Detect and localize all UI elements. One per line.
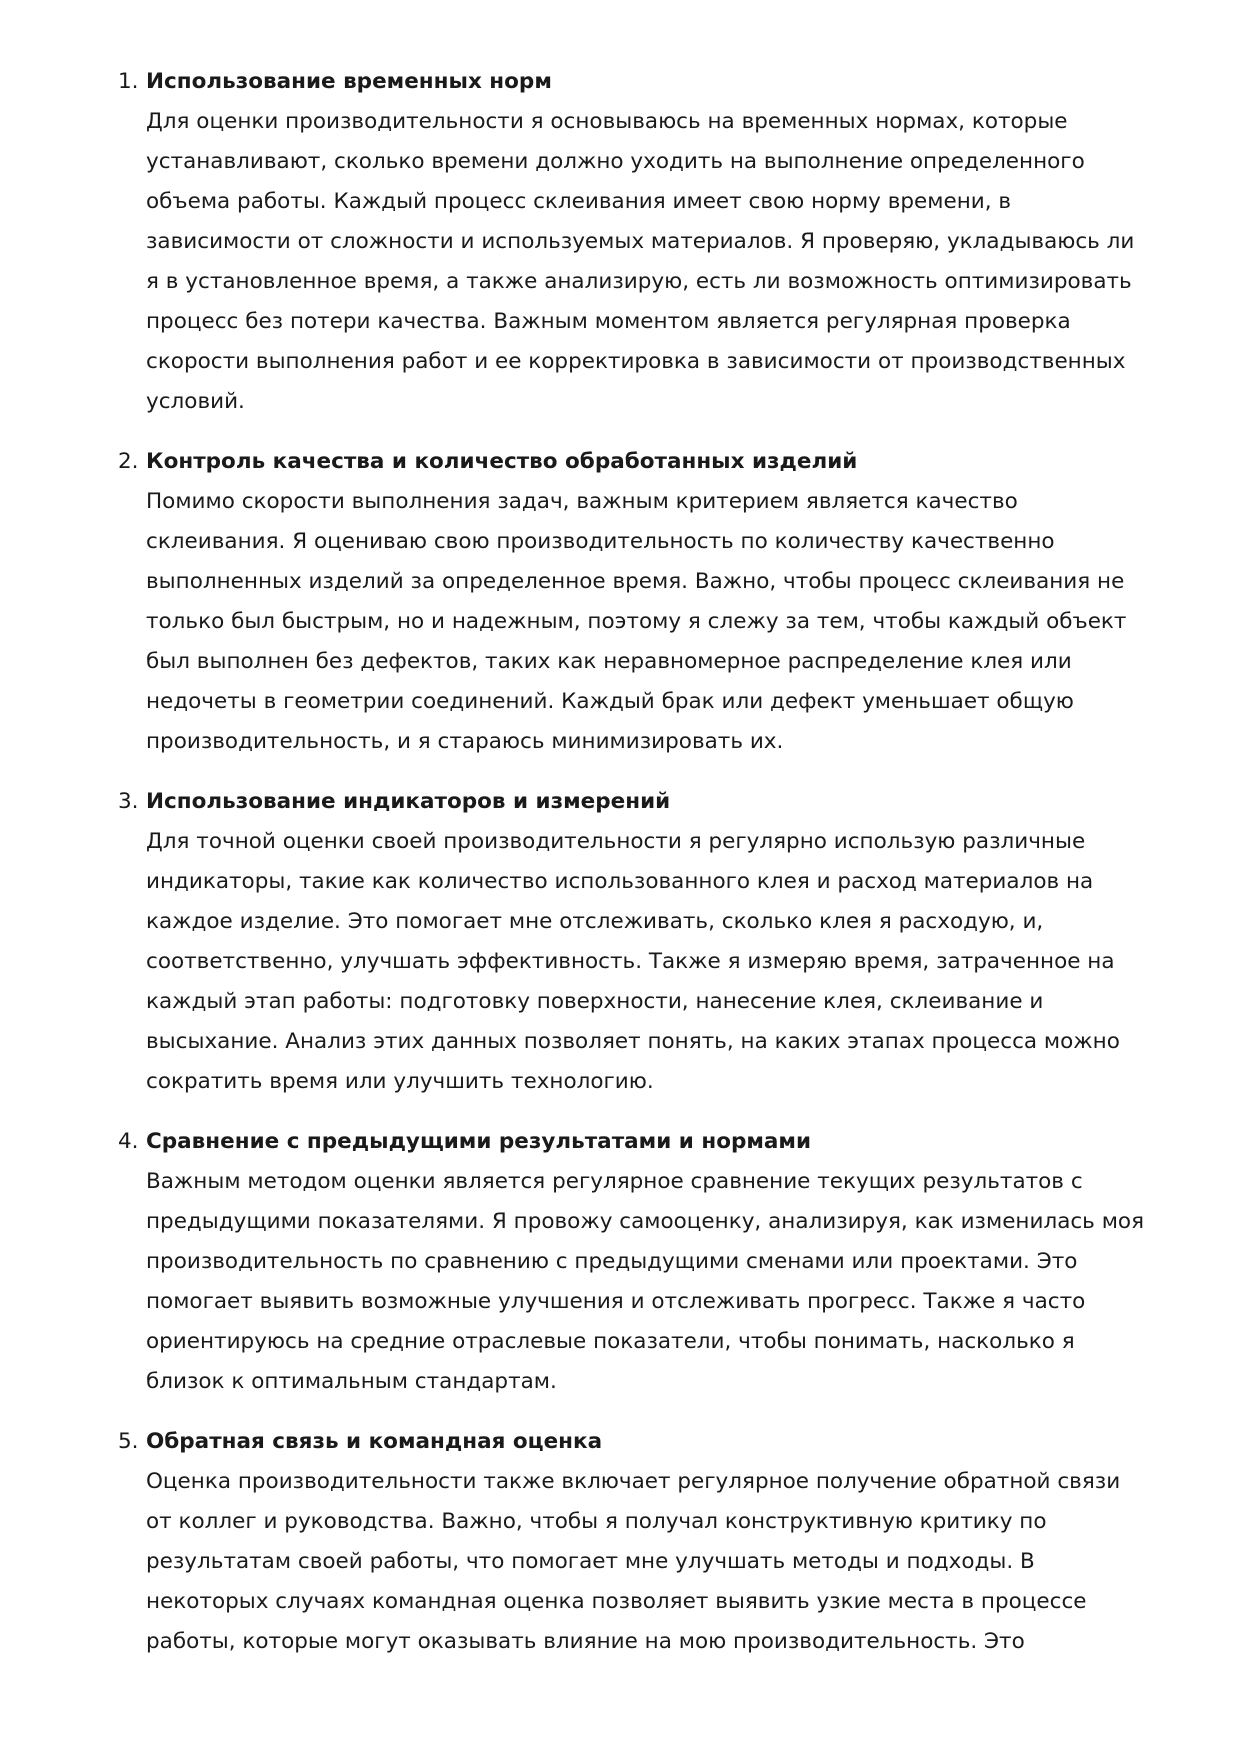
paragraph-line: некоторых случаях командная оценка позволяет выявить узкие места в процессе (146, 1589, 1087, 1614)
paragraph-line: производительность, и я стараюсь минимизировать их. (146, 729, 784, 754)
numbered-list (118, 62, 1158, 1682)
paragraph-line: производительность по сравнению с предыдущими сменами или проектами. Это (146, 1249, 1078, 1274)
list-item (118, 62, 1158, 422)
item-number: 1. (118, 69, 139, 94)
item-number: 3. (118, 789, 139, 814)
paragraph-line: предыдущими показателями. Я провожу самооценку, анализируя, как изменилась моя (146, 1209, 1144, 1234)
paragraph-line: результатам своей работы, что помогает мне улучшать методы и подходы. В (146, 1549, 1035, 1574)
item-title: Использование индикаторов и измерений (146, 789, 671, 814)
paragraph-line: помогает выявить возможные улучшения и отслеживать прогресс. Также я часто (146, 1289, 1086, 1314)
paragraph-line: зависимости от сложности и используемых материалов. Я проверяю, укладываюсь ли (146, 229, 1135, 254)
item-title: Обратная связь и командная оценка (146, 1429, 603, 1454)
paragraph-line: Оценка производительности также включает регулярное получение обратной связи (146, 1469, 1121, 1494)
paragraph-line: объема работы. Каждый процесс склеивания имеет свою норму времени, в (146, 189, 1012, 214)
item-number: 2. (118, 449, 139, 474)
paragraph-line: сократить время или улучшить технологию. (146, 1069, 654, 1094)
item-number: 5. (118, 1429, 139, 1454)
paragraph-line: индикаторы, такие как количество использованного клея и расход материалов на (146, 869, 1094, 894)
paragraph-line: ориентируюсь на средние отраслевые показатели, чтобы понимать, насколько я (146, 1329, 1075, 1354)
list-item (118, 1122, 1158, 1402)
paragraph-line: склеивания. Я оцениваю свою производительность по количеству качественно (146, 529, 1055, 554)
list-item (118, 442, 1158, 762)
paragraph-line: процесс без потери качества. Важным моментом является регулярная проверка (146, 309, 1071, 334)
item-number: 4. (118, 1129, 139, 1154)
paragraph-line: скорости выполнения работ и ее корректировка в зависимости от производственных (146, 349, 1126, 374)
paragraph-line: Помимо скорости выполнения задач, важным критерием является качество (146, 489, 1018, 514)
paragraph-line: каждый этап работы: подготовку поверхности, нанесение клея, склеивание и (146, 989, 1044, 1014)
paragraph-line: Важным методом оценки является регулярное сравнение текущих результатов с (146, 1169, 1083, 1194)
paragraph-line: Для точной оценки своей производительности я регулярно использую различные (146, 829, 1086, 854)
paragraph-line: высыхание. Анализ этих данных позволяет понять, на каких этапах процесса можно (146, 1029, 1120, 1054)
paragraph-line: условий. (146, 389, 245, 414)
paragraph-line: я в установленное время, а также анализирую, есть ли возможность оптимизировать (146, 269, 1132, 294)
paragraph-line: только был быстрым, но и надежным, поэтому я слежу за тем, чтобы каждый объект (146, 609, 1127, 634)
paragraph-line: устанавливают, сколько времени должно уходить на выполнение определенного (146, 149, 1085, 174)
paragraph-line: работы, которые могут оказывать влияние на мою производительность. Это (146, 1629, 1025, 1654)
list-item (118, 782, 1158, 1102)
item-title: Сравнение с предыдущими результатами и нормами (146, 1129, 812, 1154)
list-item (118, 1422, 1158, 1662)
paragraph-line: был выполнен без дефектов, таких как неравномерное распределение клея или (146, 649, 1072, 674)
paragraph-line: от коллег и руководства. Важно, чтобы я получал конструктивную критику по (146, 1509, 1047, 1534)
paragraph-line: каждое изделие. Это помогает мне отслеживать, сколько клея я расходую, и, (146, 909, 1044, 934)
item-title: Контроль качества и количество обработанных изделий (146, 449, 858, 474)
paragraph-line: близок к оптимальным стандартам. (146, 1369, 557, 1394)
paragraph-line: соответственно, улучшать эффективность. Также я измеряю время, затраченное на (146, 949, 1115, 974)
paragraph-line: Для оценки производительности я основываюсь на временных нормах, которые (146, 109, 1068, 134)
item-title: Использование временных норм (146, 69, 552, 94)
paragraph-line: выполненных изделий за определенное время. Важно, чтобы процесс склеивания не (146, 569, 1125, 594)
paragraph-line: недочеты в геометрии соединений. Каждый брак или дефект уменьшает общую (146, 689, 1074, 714)
